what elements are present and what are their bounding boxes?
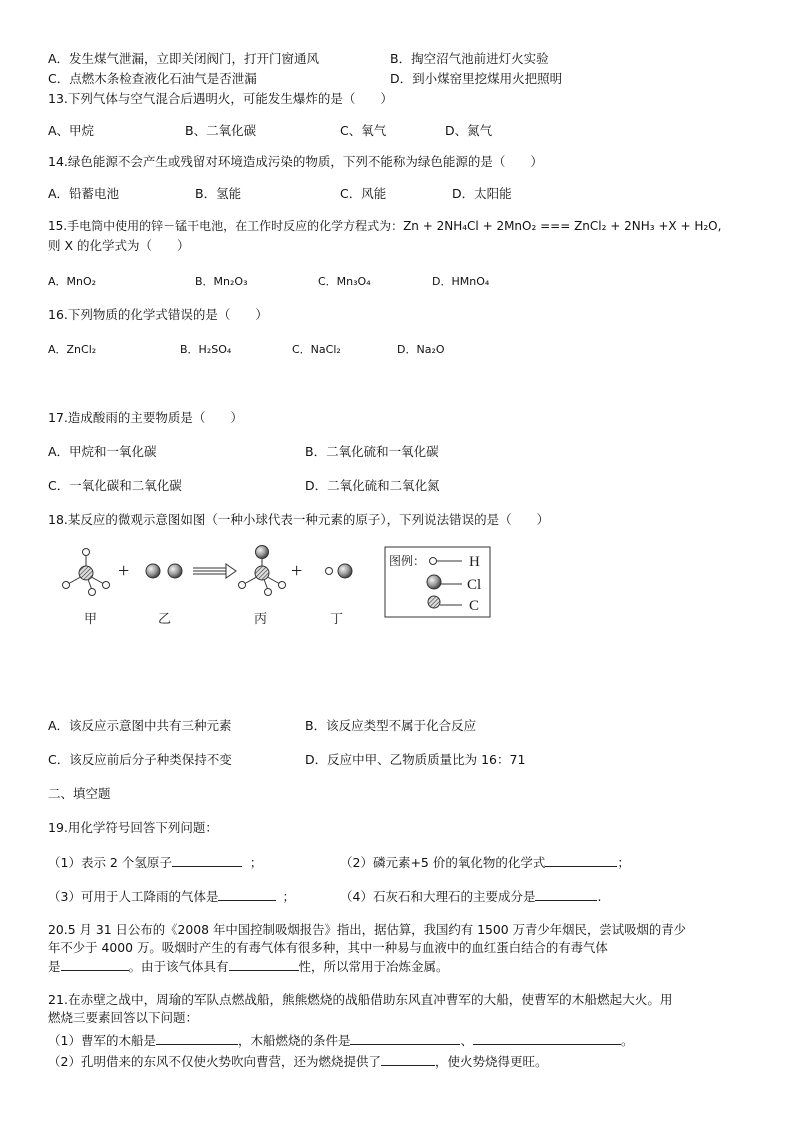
q18-option-d: D．反应中甲、乙物质质量比为 16：71 xyxy=(305,752,526,767)
q21-line1: 21.在赤壁之战中，周瑜的军队点燃战船，熊熊燃烧的战船借助东风直冲曹军的大船，使曹军的木船燃起大火。用 xyxy=(48,992,673,1007)
answer-blank[interactable] xyxy=(535,888,597,901)
q17-stem: 17.造成酸雨的主要物质是（ ） xyxy=(48,410,243,425)
q15-stem-line1: 15.手电筒中使用的锌－锰干电池，在工作时反应的化学方程式为：Zn + 2NH₄Cl + 2MnO₂ === ZnCl₂ + 2NH₃ +X + H₂O, xyxy=(48,219,722,233)
q16-option-b: B．H₂SO₄ xyxy=(180,343,232,356)
q16-stem: 16.下列物质的化学式错误的是（ ） xyxy=(48,307,268,322)
q13-stem: 13.下列气体与空气混合后遇明火，可能发生爆炸的是（ ） xyxy=(48,91,393,106)
plus-sign-2: + xyxy=(291,560,303,582)
q19-stem: 19.用化学符号回答下列问题： xyxy=(48,820,218,835)
option-b-text: B．掏空沼气池前进灯火实验 xyxy=(390,51,549,66)
q21-part1-mid: ，木船燃烧的条件是 xyxy=(237,1033,351,1048)
q19-part2-end: ； xyxy=(617,855,630,870)
q20-line3 xyxy=(48,958,449,975)
q21-part2-text: （2）孔明借来的东风不仅使火势吹向曹营，还为燃烧提供了 xyxy=(48,1054,381,1069)
q20-line3-mid: 。由于该气体具有 xyxy=(128,959,229,974)
q19-part4-text: （4）石灰石和大理石的主要成分是 xyxy=(340,889,536,904)
q19-part2-text: （2）磷元素+5 价的氧化物的化学式 xyxy=(340,855,546,870)
answer-blank[interactable] xyxy=(350,1032,460,1045)
q20-line2: 年不少于 4000 万。吸烟时产生的有毒气体有很多种，其中一种易与血液中的血红蛋白结合的有毒气体 xyxy=(48,940,608,955)
legend-cl-label: Cl xyxy=(467,577,482,593)
answer-blank[interactable] xyxy=(229,958,299,971)
molecule-cl2 xyxy=(146,564,182,578)
reaction-diagram xyxy=(40,538,500,630)
q18-stem: 18.某反应的微观示意图如图（一种小球代表一种元素的原子），下列说法错误的是（ ） xyxy=(48,512,550,527)
reaction-arrow xyxy=(193,564,236,578)
q19-part3 xyxy=(48,888,295,905)
option-c-text: C．点燃木条检查液化石油气是否泄漏 xyxy=(48,71,257,86)
answer-blank[interactable] xyxy=(473,1032,621,1045)
legend-c-icon xyxy=(428,596,440,608)
q13-option-c: C、氧气 xyxy=(340,123,387,138)
q16-option-a: A．ZnCl₂ xyxy=(48,343,97,356)
q15-stem-line2: 则 X 的化学式为（ ） xyxy=(48,238,190,253)
q19-part1-end: ； xyxy=(249,855,263,870)
q14-option-a: A．铅蓄电池 xyxy=(48,186,120,201)
legend-h-icon xyxy=(430,558,437,565)
answer-blank[interactable] xyxy=(172,854,242,867)
q21-part1-text: （1）曹军的木船是 xyxy=(48,1033,156,1048)
q19-part4 xyxy=(340,888,601,905)
q19-part3-end: ； xyxy=(282,889,295,904)
q14-option-c: C．风能 xyxy=(340,186,387,201)
q16-option-c: C．NaCl₂ xyxy=(292,343,341,356)
q21-part1 xyxy=(48,1032,634,1049)
q19-part4-end: . xyxy=(597,889,602,904)
legend-box xyxy=(385,547,490,617)
q19-part3-text: （3）可用于人工降雨的气体是 xyxy=(48,889,219,904)
label-jia: 甲 xyxy=(84,611,98,626)
q15-option-b: B．Mn₂O₃ xyxy=(195,275,248,288)
q18-option-b: B．该反应类型不属于化合反应 xyxy=(305,718,477,733)
q21-part2 xyxy=(48,1053,547,1070)
option-d-text: D．到小煤窑里挖煤用火把照明 xyxy=(390,71,563,86)
answer-blank[interactable] xyxy=(218,888,276,901)
plus-sign-1: + xyxy=(118,560,130,582)
q21-part2-end: ，使火势烧得更旺。 xyxy=(434,1054,548,1069)
q17-option-a: A．甲烷和一氧化碳 xyxy=(48,444,157,459)
answer-blank[interactable] xyxy=(61,958,129,971)
answer-blank[interactable] xyxy=(545,854,617,867)
option-a-text: A．发生煤气泄漏，立即关闭阀门，打开门窗通风 xyxy=(48,51,320,66)
q16-option-d: D．Na₂O xyxy=(397,343,445,356)
q18-option-c: C．该反应前后分子种类保持不变 xyxy=(48,752,232,767)
q19-part1 xyxy=(48,854,262,871)
q15-option-d: D．HMnO₄ xyxy=(432,275,490,288)
q19-part1-text: （1）表示 2 个氢原子 xyxy=(48,855,172,870)
label-bing: 丙 xyxy=(254,611,268,626)
q20-line3-end: 性，所以常用于冶炼金属。 xyxy=(298,959,449,974)
q17-option-b: B．二氧化硫和一氧化碳 xyxy=(305,444,439,459)
molecule-ch3cl xyxy=(239,546,286,596)
q14-stem: 14.绿色能源不会产生或残留对环境造成污染的物质，下列不能称为绿色能源的是（ ） xyxy=(48,154,543,169)
q15-option-c: C．Mn₃O₄ xyxy=(318,275,371,288)
q13-option-a: A、甲烷 xyxy=(48,123,95,138)
q14-option-b: B．氢能 xyxy=(195,186,242,201)
q14-option-d: D．太阳能 xyxy=(452,186,512,201)
label-yi: 乙 xyxy=(158,611,172,626)
label-ding: 丁 xyxy=(330,611,344,626)
q21-part1-end: 。 xyxy=(621,1033,634,1048)
q17-option-d: D．二氧化硫和二氧化氮 xyxy=(305,478,440,493)
q15-option-a: A．MnO₂ xyxy=(48,275,97,288)
legend-h-label: H xyxy=(469,554,480,570)
q21-line2: 燃烧三要素回答以下问题： xyxy=(48,1010,199,1025)
legend-c-label: C xyxy=(469,598,480,614)
q20-line1: 20.5 月 31 日公布的《2008 年中国控制吸烟报告》指出，据估算，我国约有 1500 万青少年烟民，尝试吸烟的青少 xyxy=(48,922,687,937)
q18-option-a: A．该反应示意图中共有三种元素 xyxy=(48,718,232,733)
q20-line3-start: 是 xyxy=(48,959,61,974)
legend-cl-icon xyxy=(427,575,441,589)
q13-option-d: D、氮气 xyxy=(445,123,493,138)
answer-blank[interactable] xyxy=(381,1053,435,1066)
q19-part2 xyxy=(340,854,630,871)
molecule-hcl xyxy=(326,564,353,578)
legend-title: 图例： xyxy=(389,554,426,568)
molecule-ch4 xyxy=(63,549,110,596)
answer-blank[interactable] xyxy=(156,1032,238,1045)
q13-option-b: B、二氧化碳 xyxy=(185,123,257,138)
q21-part1-sep: 、 xyxy=(460,1033,473,1048)
q17-option-c: C．一氧化碳和二氧化碳 xyxy=(48,478,182,493)
section-title: 二、填空题 xyxy=(48,786,111,801)
